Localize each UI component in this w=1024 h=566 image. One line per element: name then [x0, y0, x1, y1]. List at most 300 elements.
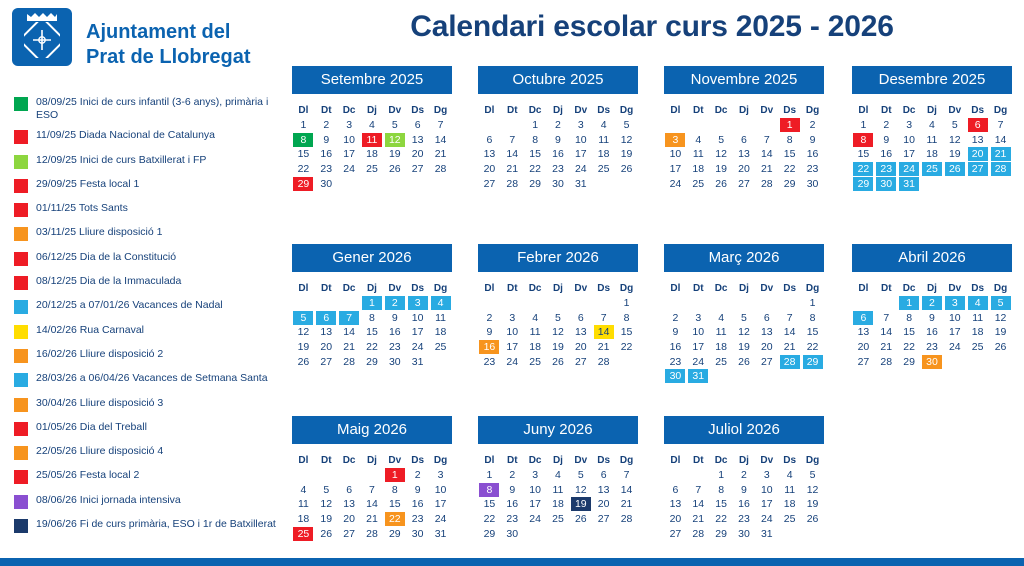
day-cell [687, 176, 710, 191]
day-number: 18 [971, 326, 984, 339]
day-number: 22 [783, 163, 796, 176]
weekday-header: Ds [971, 105, 985, 116]
day-number: 16 [388, 326, 401, 339]
day-number: 16 [806, 148, 819, 161]
day-cell [501, 311, 524, 326]
day-cell [755, 311, 778, 326]
day-number: 19 [994, 326, 1007, 339]
legend [14, 96, 284, 542]
day-cell [687, 325, 710, 340]
legend-item [14, 445, 284, 461]
day-number: 9 [414, 483, 421, 496]
day-cell [801, 162, 824, 177]
day-number: 30 [506, 527, 519, 540]
week-row [852, 176, 1012, 191]
day-number: 24 [574, 163, 587, 176]
day-cell [406, 133, 429, 148]
day-number: 18 [715, 341, 727, 354]
legend-item [14, 251, 284, 267]
day-cell [778, 176, 801, 191]
weekday-header: Ds [411, 455, 425, 466]
day-number: 13 [483, 148, 496, 161]
day-number: 25 [529, 355, 541, 368]
day-number: 21 [783, 341, 796, 354]
day-number: 26 [738, 355, 750, 368]
day-number: 28 [692, 527, 705, 540]
day-number: 29 [483, 527, 496, 540]
weekday-header: Dg [993, 283, 1008, 294]
day-number: 20 [574, 341, 587, 354]
day-number: 7 [509, 133, 516, 146]
legend-item [14, 469, 284, 485]
weekday-header: Dg [619, 455, 634, 466]
day-cell-highlighted [966, 162, 989, 177]
weekday-header: Dt [506, 283, 518, 294]
day-cell-highlighted [898, 176, 921, 191]
day-number: 8 [906, 311, 913, 324]
day-number: 23 [926, 341, 938, 354]
day-cell [710, 325, 733, 340]
day-number: 19 [948, 148, 961, 161]
day-number: 21 [991, 147, 1011, 161]
day-cell [383, 354, 406, 369]
empty-day-cell [361, 468, 384, 483]
week-row [292, 296, 452, 311]
day-cell [383, 483, 406, 498]
day-number: 1 [780, 118, 800, 132]
day-number: 28 [343, 355, 355, 368]
day-cell [501, 162, 524, 177]
day-number: 4 [929, 119, 935, 132]
day-number: 11 [552, 483, 564, 496]
day-cell [664, 497, 687, 512]
weekday-header: Dt [880, 283, 892, 294]
day-number: 4 [695, 133, 702, 146]
legend-label: 01/11/25 Tots Sants [36, 202, 128, 215]
month-title: Juliol 2026 [664, 416, 824, 444]
day-number: 1 [362, 296, 382, 310]
day-cell-highlighted [921, 354, 944, 369]
day-number: 30 [411, 527, 424, 540]
weekday-header: Dl [298, 283, 309, 294]
weekday-header: Dv [760, 105, 774, 116]
month-table [852, 103, 1012, 191]
day-cell [292, 118, 315, 133]
day-number: 25 [971, 341, 984, 354]
day-number: 24 [411, 341, 424, 354]
day-number: 23 [483, 355, 496, 368]
week-row [664, 526, 824, 541]
day-number: 1 [623, 297, 630, 310]
day-cell [569, 512, 592, 527]
day-number: 12 [297, 326, 310, 339]
day-cell [406, 526, 429, 541]
day-cell-highlighted [852, 162, 875, 177]
weekday-header: Dg [433, 455, 448, 466]
day-cell-highlighted [989, 296, 1012, 311]
day-number: 30 [388, 355, 401, 368]
weekday-header: Dv [760, 283, 774, 294]
day-cell [733, 133, 756, 148]
day-cell [733, 311, 756, 326]
weekday-header: Dl [670, 283, 681, 294]
day-cell [710, 354, 733, 369]
month-table [292, 453, 452, 541]
day-number: 13 [343, 498, 355, 511]
day-number: 7 [997, 119, 1004, 132]
day-cell [547, 354, 570, 369]
day-number: 19 [806, 498, 819, 511]
day-cell [615, 483, 638, 498]
day-cell [406, 118, 429, 133]
day-cell [664, 325, 687, 340]
day-number: 12 [948, 133, 961, 146]
day-number: 7 [695, 483, 702, 496]
week-row [664, 176, 824, 191]
day-number: 17 [411, 326, 424, 339]
empty-day-cell [801, 369, 824, 384]
day-number: 5 [623, 119, 630, 132]
day-cell [733, 325, 756, 340]
day-number: 7 [369, 483, 375, 496]
day-number: 28 [780, 355, 800, 369]
day-cell [989, 325, 1012, 340]
day-number: 14 [434, 133, 447, 146]
day-cell [875, 118, 898, 133]
day-number: 24 [948, 341, 961, 354]
day-number: 2 [509, 469, 516, 482]
day-cell [875, 311, 898, 326]
empty-day-cell [338, 176, 361, 191]
day-cell [898, 340, 921, 355]
day-number: 3 [665, 133, 685, 147]
day-cell [943, 147, 966, 162]
day-cell [524, 162, 547, 177]
day-number: 5 [577, 469, 584, 482]
week-row [478, 133, 638, 148]
day-cell [478, 354, 501, 369]
day-cell [778, 325, 801, 340]
empty-day-cell [429, 354, 452, 369]
day-number: 16 [880, 148, 893, 161]
day-cell [592, 133, 615, 148]
day-number: 8 [532, 133, 539, 146]
weekday-header: Dc [342, 283, 356, 294]
day-cell [755, 483, 778, 498]
day-number: 18 [529, 341, 541, 354]
day-cell [406, 483, 429, 498]
day-number: 20 [968, 147, 988, 161]
week-row [292, 354, 452, 369]
day-number: 16 [926, 326, 938, 339]
legend-label: 08/09/25 Inici de curs infantil (3-6 anys), primària i ESO [36, 96, 269, 121]
week-row [478, 340, 638, 355]
day-cell [615, 147, 638, 162]
day-cell-highlighted [921, 162, 944, 177]
day-number: 28 [366, 527, 378, 540]
empty-day-cell [801, 526, 824, 541]
day-cell [361, 118, 384, 133]
day-cell-highlighted [292, 526, 315, 541]
day-cell [524, 354, 547, 369]
empty-day-cell [778, 369, 801, 384]
day-number: 29 [853, 177, 873, 191]
week-row [664, 325, 824, 340]
empty-day-cell [501, 118, 524, 133]
day-cell [429, 340, 452, 355]
month-title: Octubre 2025 [478, 66, 638, 94]
day-number: 28 [434, 163, 447, 176]
day-number: 2 [385, 296, 405, 310]
day-cell [547, 147, 570, 162]
day-cell [338, 354, 361, 369]
day-cell [801, 325, 824, 340]
day-number: 16 [479, 340, 499, 354]
day-cell [338, 512, 361, 527]
empty-day-cell [778, 296, 801, 311]
day-number: 28 [880, 355, 893, 368]
empty-day-cell [592, 526, 615, 541]
day-number: 27 [483, 177, 496, 190]
legend-color-swatch [14, 349, 28, 363]
day-number: 28 [620, 513, 633, 526]
day-cell [524, 311, 547, 326]
day-cell [664, 512, 687, 527]
day-number: 13 [320, 326, 333, 339]
day-number: 19 [571, 497, 591, 511]
day-number: 26 [945, 162, 965, 176]
day-number: 5 [809, 469, 816, 482]
day-number: 4 [555, 469, 561, 482]
day-cell-highlighted [664, 133, 687, 148]
day-number: 18 [297, 513, 310, 526]
week-row [292, 325, 452, 340]
day-cell [755, 340, 778, 355]
day-number: 5 [293, 311, 313, 325]
day-cell [852, 354, 875, 369]
day-cell [383, 118, 406, 133]
day-cell-highlighted [921, 296, 944, 311]
day-number: 9 [555, 133, 561, 146]
day-cell [569, 325, 592, 340]
weekday-header-row [664, 103, 824, 118]
week-row [664, 468, 824, 483]
week-row [852, 133, 1012, 148]
day-number: 16 [411, 498, 424, 511]
day-number: 17 [760, 498, 773, 511]
day-number: 11 [926, 133, 938, 146]
day-cell-highlighted [315, 311, 338, 326]
day-number: 22 [715, 513, 727, 526]
day-number: 30 [738, 527, 750, 540]
day-number: 7 [600, 311, 607, 324]
day-cell [755, 325, 778, 340]
day-number: 3 [577, 119, 584, 132]
day-cell [524, 512, 547, 527]
day-cell [429, 133, 452, 148]
day-number: 29 [715, 527, 727, 540]
legend-color-swatch [14, 130, 28, 144]
day-cell [615, 468, 638, 483]
day-cell [664, 162, 687, 177]
legend-label: 08/12/25 Dia de la Immaculada [36, 275, 182, 288]
day-cell [921, 311, 944, 326]
day-number: 22 [620, 341, 633, 354]
day-number: 3 [509, 311, 516, 324]
day-number: 15 [857, 148, 870, 161]
day-cell [592, 340, 615, 355]
weekday-header: Dj [738, 283, 749, 294]
day-cell [687, 497, 710, 512]
day-cell-highlighted [852, 311, 875, 326]
day-number: 10 [343, 133, 355, 146]
day-cell [687, 162, 710, 177]
day-number: 10 [574, 133, 587, 146]
day-number: 17 [669, 163, 682, 176]
day-number: 26 [806, 513, 819, 526]
day-cell [664, 340, 687, 355]
weekday-header: Dg [433, 283, 448, 294]
day-number: 27 [738, 177, 750, 190]
weekday-header: Dj [552, 105, 563, 116]
day-cell [921, 147, 944, 162]
empty-day-cell [943, 354, 966, 369]
day-cell [524, 118, 547, 133]
day-cell [755, 162, 778, 177]
day-cell-highlighted [875, 176, 898, 191]
empty-day-cell [966, 176, 989, 191]
day-cell-highlighted [569, 497, 592, 512]
empty-day-cell [852, 296, 875, 311]
day-cell [292, 354, 315, 369]
legend-color-swatch [14, 398, 28, 412]
day-cell [569, 162, 592, 177]
weekday-header-row [664, 281, 824, 296]
weekday-header: Dj [738, 105, 749, 116]
day-cell [406, 325, 429, 340]
day-number: 11 [692, 148, 704, 161]
weekday-header: Dc [714, 283, 728, 294]
day-number: 26 [620, 163, 633, 176]
weekday-header: Ds [597, 105, 611, 116]
day-number: 13 [760, 326, 773, 339]
day-number: 10 [948, 311, 961, 324]
day-number: 23 [388, 341, 401, 354]
month-table [292, 103, 452, 191]
legend-item [14, 129, 284, 145]
day-number: 9 [486, 326, 493, 339]
empty-day-cell [875, 296, 898, 311]
weekday-header: Dl [484, 283, 495, 294]
day-cell [569, 311, 592, 326]
day-cell [406, 497, 429, 512]
day-cell [547, 512, 570, 527]
legend-item [14, 324, 284, 340]
day-number: 27 [574, 355, 587, 368]
day-cell [429, 526, 452, 541]
day-number: 25 [293, 527, 313, 541]
weekday-header: Ds [783, 455, 797, 466]
legend-label: 30/04/26 Lliure disposició 3 [36, 396, 164, 409]
legend-color-swatch [14, 155, 28, 169]
day-cell [615, 162, 638, 177]
day-cell [315, 526, 338, 541]
day-number: 31 [760, 527, 773, 540]
day-number: 29 [803, 355, 823, 369]
day-number: 30 [320, 177, 333, 190]
week-row [292, 512, 452, 527]
day-number: 27 [968, 162, 988, 176]
day-cell [755, 354, 778, 369]
day-number: 20 [760, 341, 773, 354]
empty-day-cell [478, 296, 501, 311]
empty-day-cell [687, 296, 710, 311]
day-number: 8 [369, 311, 375, 324]
day-cell [501, 526, 524, 541]
month-title: Maig 2026 [292, 416, 452, 444]
day-number: 14 [594, 325, 614, 339]
day-number: 12 [574, 483, 587, 496]
weekday-header: Dt [320, 105, 332, 116]
crown-icon [26, 12, 58, 22]
day-number: 22 [853, 162, 873, 176]
day-cell [315, 133, 338, 148]
weekday-header: Dt [692, 283, 704, 294]
weekday-header: Dc [528, 105, 542, 116]
empty-day-cell [501, 296, 524, 311]
day-number: 24 [669, 177, 682, 190]
day-number: 15 [529, 148, 541, 161]
legend-label: 29/09/25 Festa local 1 [36, 177, 140, 190]
day-number: 13 [669, 498, 682, 511]
legend-color-swatch [14, 179, 28, 193]
weekday-header: Dv [574, 283, 588, 294]
day-number: 23 [552, 163, 564, 176]
day-cell [406, 162, 429, 177]
day-number: 30 [552, 177, 564, 190]
weekday-header-row [664, 453, 824, 468]
day-number: 22 [483, 513, 496, 526]
day-cell [943, 325, 966, 340]
legend-color-swatch [14, 97, 28, 111]
day-number: 7 [623, 469, 630, 482]
day-cell [547, 133, 570, 148]
weekday-header: Dt [880, 105, 892, 116]
day-cell [733, 497, 756, 512]
legend-color-swatch [14, 203, 28, 217]
weekday-header: Dj [366, 283, 377, 294]
day-cell [501, 340, 524, 355]
day-number: 10 [506, 326, 519, 339]
day-cell [592, 354, 615, 369]
day-cell [733, 147, 756, 162]
weekday-header: Ds [411, 283, 425, 294]
day-cell [292, 147, 315, 162]
weekday-header: Dc [528, 283, 542, 294]
empty-day-cell [664, 118, 687, 133]
legend-color-swatch [14, 227, 28, 241]
day-number: 28 [506, 177, 519, 190]
day-number: 14 [760, 148, 773, 161]
legend-item [14, 275, 284, 291]
day-number: 27 [669, 527, 682, 540]
day-cell [966, 311, 989, 326]
day-cell [547, 311, 570, 326]
day-number: 4 [300, 483, 307, 496]
day-number: 5 [718, 133, 725, 146]
week-row [852, 118, 1012, 133]
week-row [664, 340, 824, 355]
